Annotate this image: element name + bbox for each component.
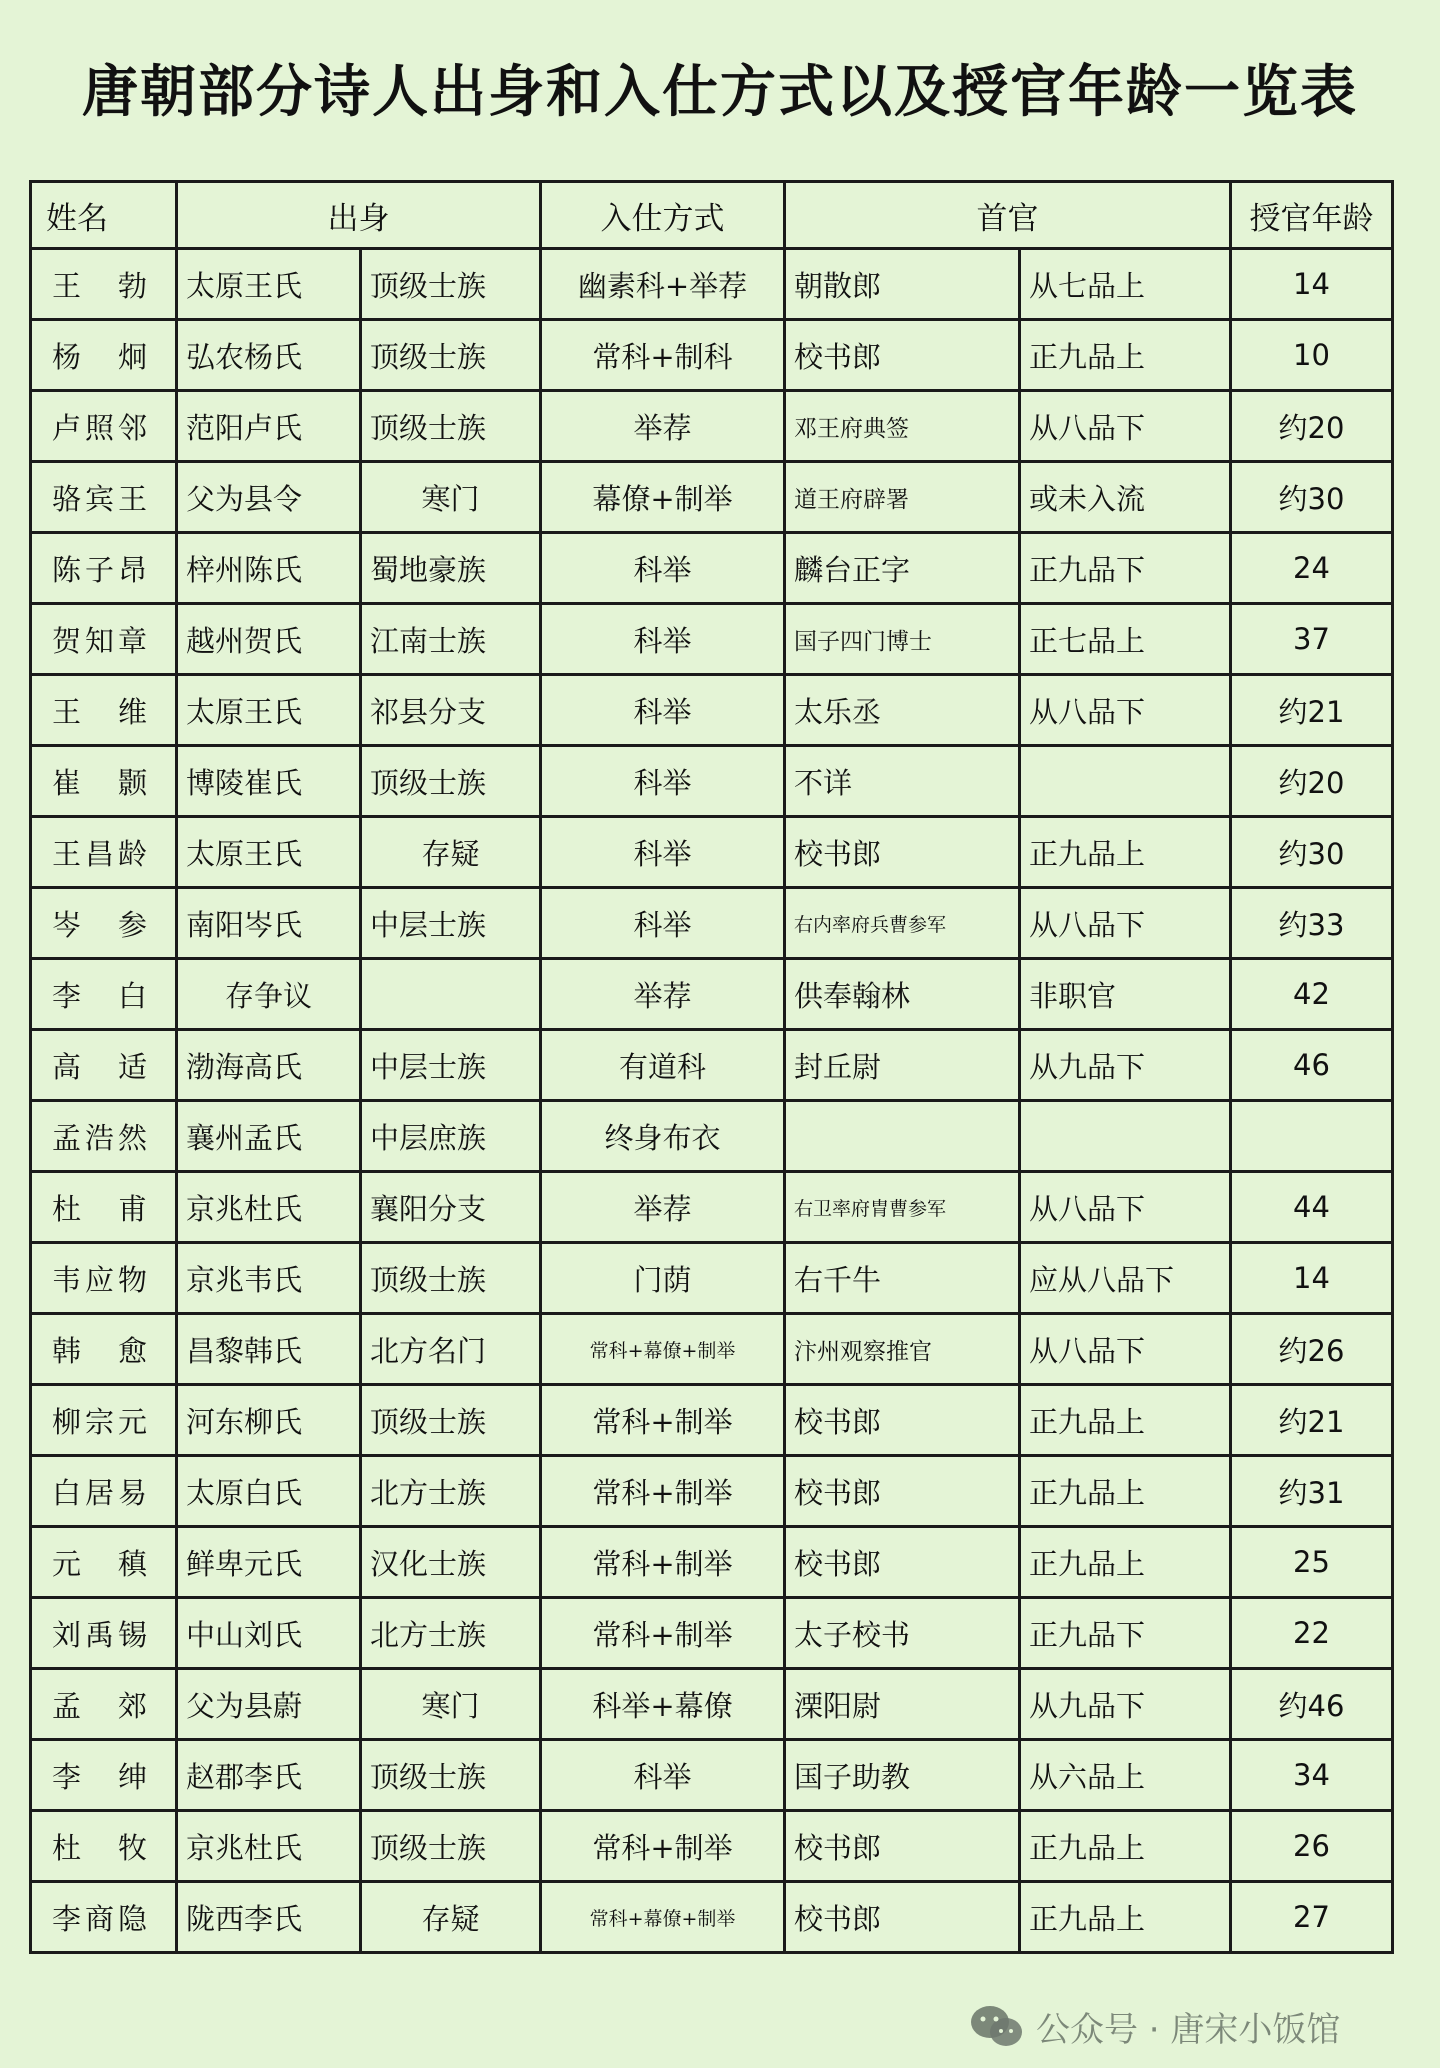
cell-rank: 非职官 — [1020, 959, 1231, 1030]
cell-entry: 科举 — [541, 675, 785, 746]
cell-clan: 渤海高氏 — [177, 1030, 361, 1101]
cell-age: 24 — [1231, 533, 1393, 604]
cell-post: 汴州观察推官 — [785, 1314, 1020, 1385]
cell-post: 校书郎 — [785, 1456, 1020, 1527]
cell-name: 白居易 — [31, 1456, 177, 1527]
cell-clan: 存争议 — [177, 959, 361, 1030]
cell-post: 国子四门博士 — [785, 604, 1020, 675]
cell-age: 46 — [1231, 1030, 1393, 1101]
cell-age: 约33 — [1231, 888, 1393, 959]
cell-clan: 父为县令 — [177, 462, 361, 533]
cell-post: 国子助教 — [785, 1740, 1020, 1811]
cell-rank: 从八品下 — [1020, 1314, 1231, 1385]
cell-entry: 科举 — [541, 746, 785, 817]
table-row — [31, 462, 1393, 533]
cell-status: 顶级士族 — [361, 249, 541, 320]
cell-name: 柳宗元 — [31, 1385, 177, 1456]
cell-rank: 从八品下 — [1020, 391, 1231, 462]
cell-entry: 举荐 — [541, 391, 785, 462]
table-row — [31, 959, 1393, 1030]
cell-entry: 举荐 — [541, 959, 785, 1030]
cell-entry: 科举+幕僚 — [541, 1669, 785, 1740]
cell-age: 约30 — [1231, 817, 1393, 888]
page-title: 唐朝部分诗人出身和入仕方式以及授官年龄一览表 — [82, 60, 1358, 125]
cell-entry: 科举 — [541, 817, 785, 888]
cell-post: 邓王府典签 — [785, 391, 1020, 462]
cell-entry: 终身布衣 — [541, 1101, 785, 1172]
cell-post: 右卫率府胄曹参军 — [785, 1172, 1020, 1243]
cell-rank: 从七品上 — [1020, 249, 1231, 320]
header-name: 姓名 — [31, 182, 177, 249]
table-row — [31, 320, 1393, 391]
table-row — [31, 1314, 1393, 1385]
cell-rank: 正九品上 — [1020, 1882, 1231, 1953]
cell-name: 高 适 — [31, 1030, 177, 1101]
cell-age: 27 — [1231, 1882, 1393, 1953]
table-row — [31, 1030, 1393, 1101]
cell-rank: 从九品下 — [1020, 1669, 1231, 1740]
cell-rank: 应从八品下 — [1020, 1243, 1231, 1314]
cell-rank: 正九品上 — [1020, 1385, 1231, 1456]
cell-status: 北方士族 — [361, 1456, 541, 1527]
cell-post: 校书郎 — [785, 817, 1020, 888]
table-row — [31, 817, 1393, 888]
cell-rank: 正七品上 — [1020, 604, 1231, 675]
cell-name: 李 绅 — [31, 1740, 177, 1811]
cell-status: 中层庶族 — [361, 1101, 541, 1172]
cell-clan: 京兆韦氏 — [177, 1243, 361, 1314]
cell-post: 供奉翰林 — [785, 959, 1020, 1030]
cell-age: 约46 — [1231, 1669, 1393, 1740]
cell-post: 右内率府兵曹参军 — [785, 888, 1020, 959]
cell-entry: 常科+制科 — [541, 320, 785, 391]
cell-post: 右千牛 — [785, 1243, 1020, 1314]
cell-entry: 幕僚+制举 — [541, 462, 785, 533]
header-entry: 入仕方式 — [541, 182, 785, 249]
cell-entry: 门荫 — [541, 1243, 785, 1314]
table-row — [31, 1598, 1393, 1669]
cell-post — [785, 1101, 1020, 1172]
cell-post: 校书郎 — [785, 320, 1020, 391]
cell-rank: 正九品上 — [1020, 1456, 1231, 1527]
table-row — [31, 1243, 1393, 1314]
cell-clan: 陇西李氏 — [177, 1882, 361, 1953]
cell-entry: 科举 — [541, 888, 785, 959]
cell-age: 42 — [1231, 959, 1393, 1030]
cell-age: 约26 — [1231, 1314, 1393, 1385]
cell-name: 李 白 — [31, 959, 177, 1030]
table-row — [31, 1740, 1393, 1811]
cell-post: 校书郎 — [785, 1811, 1020, 1882]
cell-name: 王昌龄 — [31, 817, 177, 888]
cell-clan: 博陵崔氏 — [177, 746, 361, 817]
cell-age: 26 — [1231, 1811, 1393, 1882]
cell-rank: 从八品下 — [1020, 675, 1231, 746]
cell-age — [1231, 1101, 1393, 1172]
table-row — [31, 1172, 1393, 1243]
cell-name: 崔 颢 — [31, 746, 177, 817]
cell-post: 太子校书 — [785, 1598, 1020, 1669]
cell-clan: 中山刘氏 — [177, 1598, 361, 1669]
cell-entry: 常科+制举 — [541, 1527, 785, 1598]
cell-rank: 或未入流 — [1020, 462, 1231, 533]
cell-name: 杜 牧 — [31, 1811, 177, 1882]
cell-clan: 父为县蔚 — [177, 1669, 361, 1740]
cell-name: 李商隐 — [31, 1882, 177, 1953]
cell-age: 44 — [1231, 1172, 1393, 1243]
table-row — [31, 1456, 1393, 1527]
cell-entry: 常科+制举 — [541, 1385, 785, 1456]
cell-status: 顶级士族 — [361, 1811, 541, 1882]
table-row — [31, 1527, 1393, 1598]
cell-entry: 有道科 — [541, 1030, 785, 1101]
cell-entry: 常科+幕僚+制举 — [541, 1314, 785, 1385]
cell-clan: 梓州陈氏 — [177, 533, 361, 604]
cell-clan: 太原白氏 — [177, 1456, 361, 1527]
cell-clan: 南阳岑氏 — [177, 888, 361, 959]
cell-status: 顶级士族 — [361, 1243, 541, 1314]
wechat-icon — [968, 2004, 1026, 2050]
cell-clan: 河东柳氏 — [177, 1385, 361, 1456]
cell-age: 37 — [1231, 604, 1393, 675]
cell-name: 杨 炯 — [31, 320, 177, 391]
cell-status: 北方士族 — [361, 1598, 541, 1669]
table-row — [31, 888, 1393, 959]
cell-status: 寒门 — [361, 462, 541, 533]
cell-status: 顶级士族 — [361, 320, 541, 391]
cell-name: 韦应物 — [31, 1243, 177, 1314]
table-row — [31, 675, 1393, 746]
cell-post: 校书郎 — [785, 1385, 1020, 1456]
cell-age: 约20 — [1231, 746, 1393, 817]
cell-entry: 常科+制举 — [541, 1811, 785, 1882]
cell-clan: 太原王氏 — [177, 249, 361, 320]
cell-post: 封丘尉 — [785, 1030, 1020, 1101]
cell-age: 约20 — [1231, 391, 1393, 462]
watermark — [968, 2002, 1340, 2051]
cell-age: 14 — [1231, 249, 1393, 320]
cell-age: 约21 — [1231, 1385, 1393, 1456]
cell-rank: 正九品下 — [1020, 1598, 1231, 1669]
header-first-post: 首官 — [785, 182, 1231, 249]
cell-age: 10 — [1231, 320, 1393, 391]
cell-name: 刘禹锡 — [31, 1598, 177, 1669]
cell-entry: 常科+制举 — [541, 1456, 785, 1527]
cell-entry: 常科+幕僚+制举 — [541, 1882, 785, 1953]
cell-status: 祁县分支 — [361, 675, 541, 746]
cell-post: 不详 — [785, 746, 1020, 817]
cell-name: 杜 甫 — [31, 1172, 177, 1243]
cell-post: 道王府辟署 — [785, 462, 1020, 533]
cell-status — [361, 959, 541, 1030]
cell-clan: 范阳卢氏 — [177, 391, 361, 462]
cell-name: 王 勃 — [31, 249, 177, 320]
cell-rank: 从八品下 — [1020, 888, 1231, 959]
cell-clan: 鲜卑元氏 — [177, 1527, 361, 1598]
cell-age: 约21 — [1231, 675, 1393, 746]
cell-rank: 从八品下 — [1020, 1172, 1231, 1243]
cell-status: 汉化士族 — [361, 1527, 541, 1598]
cell-name: 王 维 — [31, 675, 177, 746]
cell-entry: 幽素科+举荐 — [541, 249, 785, 320]
cell-status: 中层士族 — [361, 888, 541, 959]
cell-clan: 赵郡李氏 — [177, 1740, 361, 1811]
cell-post: 校书郎 — [785, 1882, 1020, 1953]
table-row — [31, 1385, 1393, 1456]
cell-status: 蜀地豪族 — [361, 533, 541, 604]
table-row — [31, 1669, 1393, 1740]
cell-clan: 京兆杜氏 — [177, 1172, 361, 1243]
cell-age: 约31 — [1231, 1456, 1393, 1527]
cell-clan: 弘农杨氏 — [177, 320, 361, 391]
cell-rank: 正九品上 — [1020, 817, 1231, 888]
cell-clan: 襄州孟氏 — [177, 1101, 361, 1172]
cell-age: 14 — [1231, 1243, 1393, 1314]
cell-name: 卢照邻 — [31, 391, 177, 462]
cell-entry: 常科+制举 — [541, 1598, 785, 1669]
cell-age: 34 — [1231, 1740, 1393, 1811]
cell-name: 骆宾王 — [31, 462, 177, 533]
cell-name: 元 稹 — [31, 1527, 177, 1598]
cell-rank: 正九品上 — [1020, 1527, 1231, 1598]
cell-age: 约30 — [1231, 462, 1393, 533]
cell-entry: 科举 — [541, 604, 785, 675]
header-row — [31, 182, 1393, 249]
table-row — [31, 249, 1393, 320]
cell-clan: 昌黎韩氏 — [177, 1314, 361, 1385]
cell-name: 孟 郊 — [31, 1669, 177, 1740]
cell-rank: 从九品下 — [1020, 1030, 1231, 1101]
cell-clan: 太原王氏 — [177, 817, 361, 888]
cell-status: 寒门 — [361, 1669, 541, 1740]
cell-status: 存疑 — [361, 1882, 541, 1953]
cell-status: 顶级士族 — [361, 391, 541, 462]
cell-name: 贺知章 — [31, 604, 177, 675]
cell-post: 校书郎 — [785, 1527, 1020, 1598]
watermark-text: 公众号 · 唐宋小饭馆 — [1036, 2010, 1341, 2050]
cell-post: 太乐丞 — [785, 675, 1020, 746]
cell-clan: 京兆杜氏 — [177, 1811, 361, 1882]
cell-rank: 正九品上 — [1020, 320, 1231, 391]
cell-age: 22 — [1231, 1598, 1393, 1669]
cell-clan: 太原王氏 — [177, 675, 361, 746]
cell-rank: 从六品上 — [1020, 1740, 1231, 1811]
table-row — [31, 604, 1393, 675]
cell-status: 存疑 — [361, 817, 541, 888]
table-row — [31, 746, 1393, 817]
cell-rank: 正九品上 — [1020, 1811, 1231, 1882]
cell-name: 孟浩然 — [31, 1101, 177, 1172]
cell-entry: 举荐 — [541, 1172, 785, 1243]
cell-status: 北方名门 — [361, 1314, 541, 1385]
cell-status: 襄阳分支 — [361, 1172, 541, 1243]
cell-age: 25 — [1231, 1527, 1393, 1598]
cell-status: 顶级士族 — [361, 1385, 541, 1456]
header-age: 授官年龄 — [1231, 182, 1393, 249]
cell-rank: 正九品下 — [1020, 533, 1231, 604]
poets-table — [29, 180, 1394, 1954]
cell-status: 中层士族 — [361, 1030, 541, 1101]
cell-status: 顶级士族 — [361, 746, 541, 817]
cell-post: 麟台正字 — [785, 533, 1020, 604]
cell-rank — [1020, 1101, 1231, 1172]
table-row — [31, 391, 1393, 462]
cell-name: 陈子昂 — [31, 533, 177, 604]
cell-name: 韩 愈 — [31, 1314, 177, 1385]
cell-post: 溧阳尉 — [785, 1669, 1020, 1740]
cell-status: 顶级士族 — [361, 1740, 541, 1811]
table-row — [31, 533, 1393, 604]
table-row — [31, 1882, 1393, 1953]
cell-clan: 越州贺氏 — [177, 604, 361, 675]
cell-entry: 科举 — [541, 1740, 785, 1811]
cell-name: 岑 参 — [31, 888, 177, 959]
header-origin: 出身 — [177, 182, 541, 249]
cell-post: 朝散郎 — [785, 249, 1020, 320]
table-row — [31, 1101, 1393, 1172]
cell-rank — [1020, 746, 1231, 817]
cell-status: 江南士族 — [361, 604, 541, 675]
cell-entry: 科举 — [541, 533, 785, 604]
table-row — [31, 1811, 1393, 1882]
